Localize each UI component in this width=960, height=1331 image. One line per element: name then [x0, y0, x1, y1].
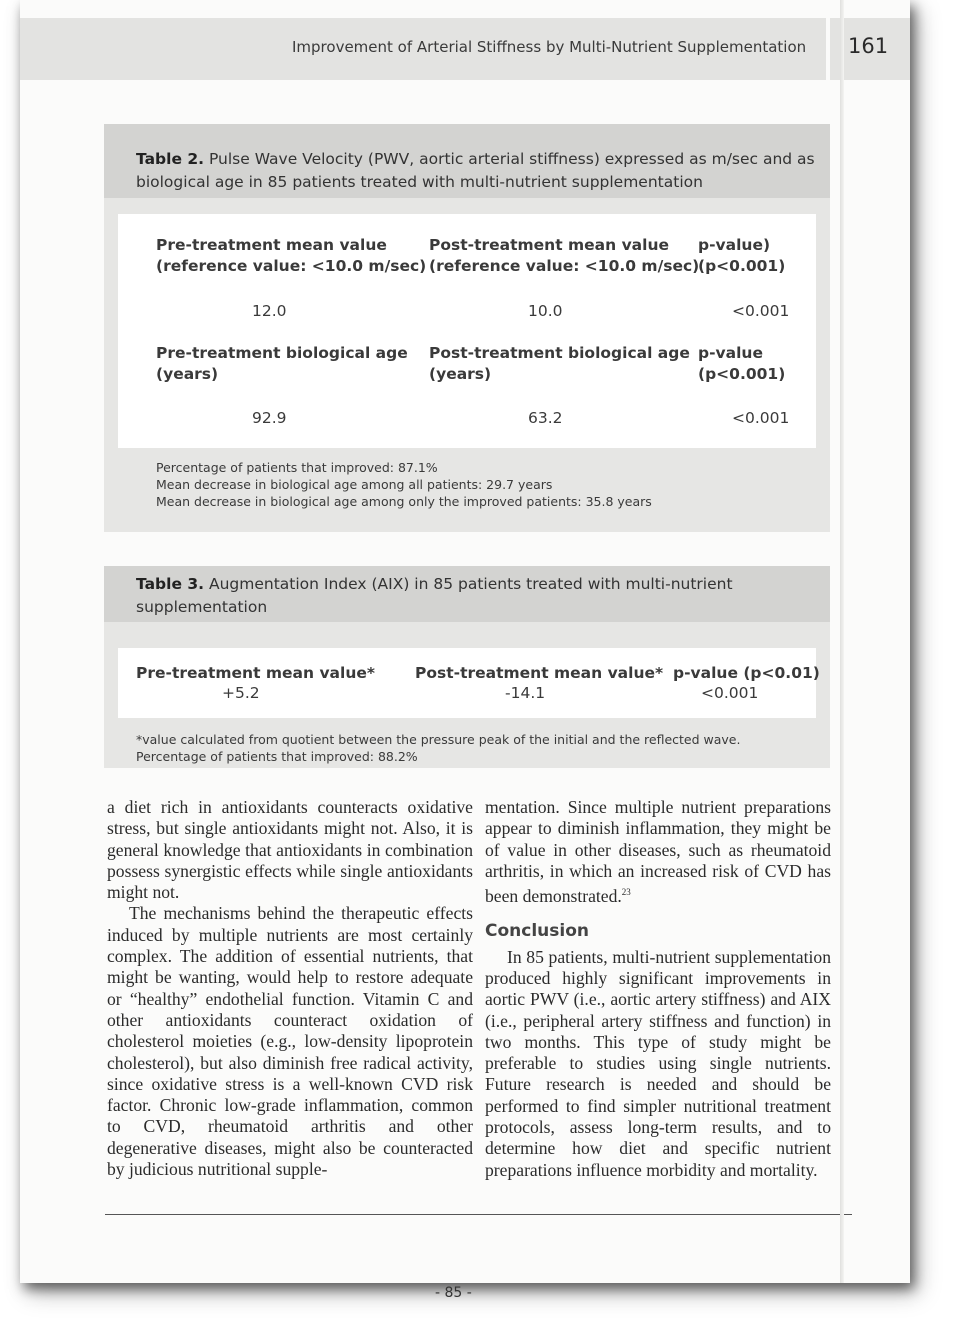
running-header-title: Improvement of Arterial Stiffness by Multi-Nutrient Supplementation: [292, 38, 807, 56]
table-2-header-pvalue-age: p-value (p<0.001): [698, 344, 786, 383]
table-2-note: Mean decrease in biological age among only the improved patients: 35.8 years: [156, 494, 652, 509]
left-paragraph: a diet rich in antioxidants counteracts oxidative stress, but single antioxidants might not. Also, it is general knowledge that antioxidants in combination possess synergistic effects while single antioxidants might not.: [107, 797, 473, 903]
right-paragraph: In 85 patients, multi-nutrient supplementation produced highly significant improvements in aortic PWV (i.e., aortic artery stiffness) and AIX (i.e., peripheral artery stiffness and function) in two months. This type of study might be preferable to studies using single nutrients. Future research is needed and should be performed to find simpler nutritional treatment protocols, assess long-term results, and to determine how diet and specific nutrient preparations influence morbidity and mortality.: [485, 946, 831, 1180]
conclusion-heading: Conclusion: [485, 921, 589, 942]
right-paragraph: mentation. Since multiple nutrient preparations appear to diminish inflammation, they might be of value in other diseases, such as rheumatoid arthritis, in which an increased risk of CVD has been demonstrated.$^{23}$: [485, 797, 831, 907]
table-2-post-pwv-value: 10.0: [528, 302, 563, 320]
table-3-notes: [136, 731, 740, 765]
bottom-rule: [105, 1214, 852, 1215]
table-2: [104, 124, 830, 532]
table-2-note: Mean decrease in biological age among all patients: 29.7 years: [156, 477, 553, 492]
table-3-post-value: -14.1: [505, 684, 546, 702]
page-fold-shadow: [840, 0, 844, 1283]
left-column: [107, 797, 473, 1180]
table-2-header-pvalue-pwv: p-value) (p<0.001): [698, 236, 786, 275]
table-3-note: *value calculated from quotient between the pressure peak of the initial and the reflected wave.: [136, 732, 741, 747]
table-2-pvalue-pwv: <0.001: [732, 302, 790, 320]
table-3-pre-value: +5.2: [222, 684, 260, 702]
table-2-header-post-pwv: Post-treatment mean value (reference value: <10.0 m/sec): [429, 236, 700, 275]
page-number: 161: [848, 34, 889, 58]
table-2-caption-line1: Pulse Wave Velocity (PWV, aortic arterial stiffness) expressed as m/sec and as: [208, 150, 815, 168]
right-column: [485, 797, 831, 1181]
table-3-label: Table 3.: [136, 575, 205, 593]
table-3: [104, 566, 830, 768]
footer-page-label: - 85 -: [435, 1285, 472, 1301]
left-paragraph: The mechanisms behind the therapeutic effects induced by multiple nutrients are most certainly complex. The addition of essential nutrients, that might be wanting, would help to restore adequate or “healthy” endothelial function. Vitamin C and other antioxidants counteract oxidation of cholesterol moieties (e.g., low-density lipoprotein cholesterol), but also diminish free radical activity, since oxidative stress is a well-known CVD risk factor. Chronic low-grade inflammation, common to CVD, rheumatoid arthritis and other degenerative diseases, might also be counteracted by judicious nutritional supple-: [107, 903, 473, 1180]
table-3-header-pvalue: p-value (p<0.01): [673, 664, 820, 682]
table-2-caption-line2: biological age in 85 patients treated with multi-nutrient supplementation: [136, 173, 703, 191]
reference-superscript: 23: [621, 887, 631, 898]
running-header: [20, 18, 826, 80]
table-2-header-pre-age: Pre-treatment biological age (years): [156, 344, 408, 383]
table-3-pvalue: <0.001: [701, 684, 759, 702]
table-3-caption-line2: supplementation: [136, 598, 268, 616]
table-2-note: Percentage of patients that improved: 87.1%: [156, 460, 438, 475]
table-2-notes: [156, 459, 652, 510]
table-2-pre-pwv-value: 12.0: [252, 302, 287, 320]
table-2-pre-age-value: 92.9: [252, 409, 287, 427]
table-2-header-pre-pwv: Pre-treatment mean value (reference value: <10.0 m/sec): [156, 236, 427, 275]
table-3-header-pre: Pre-treatment mean value*: [136, 664, 375, 682]
table-3-note: Percentage of patients that improved: 88.2%: [136, 749, 418, 764]
table-2-caption: [136, 148, 826, 194]
book-page: [20, 0, 910, 1283]
table-3-caption: [136, 573, 826, 619]
table-2-post-age-value: 63.2: [528, 409, 563, 427]
table-3-caption-line1: Augmentation Index (AIX) in 85 patients treated with multi-nutrient: [208, 575, 733, 593]
table-3-header-post: Post-treatment mean value*: [415, 664, 664, 682]
table-2-header-post-age: Post-treatment biological age (years): [429, 344, 690, 383]
table-2-pvalue-age: <0.001: [732, 409, 790, 427]
table-2-label: Table 2.: [136, 150, 205, 168]
